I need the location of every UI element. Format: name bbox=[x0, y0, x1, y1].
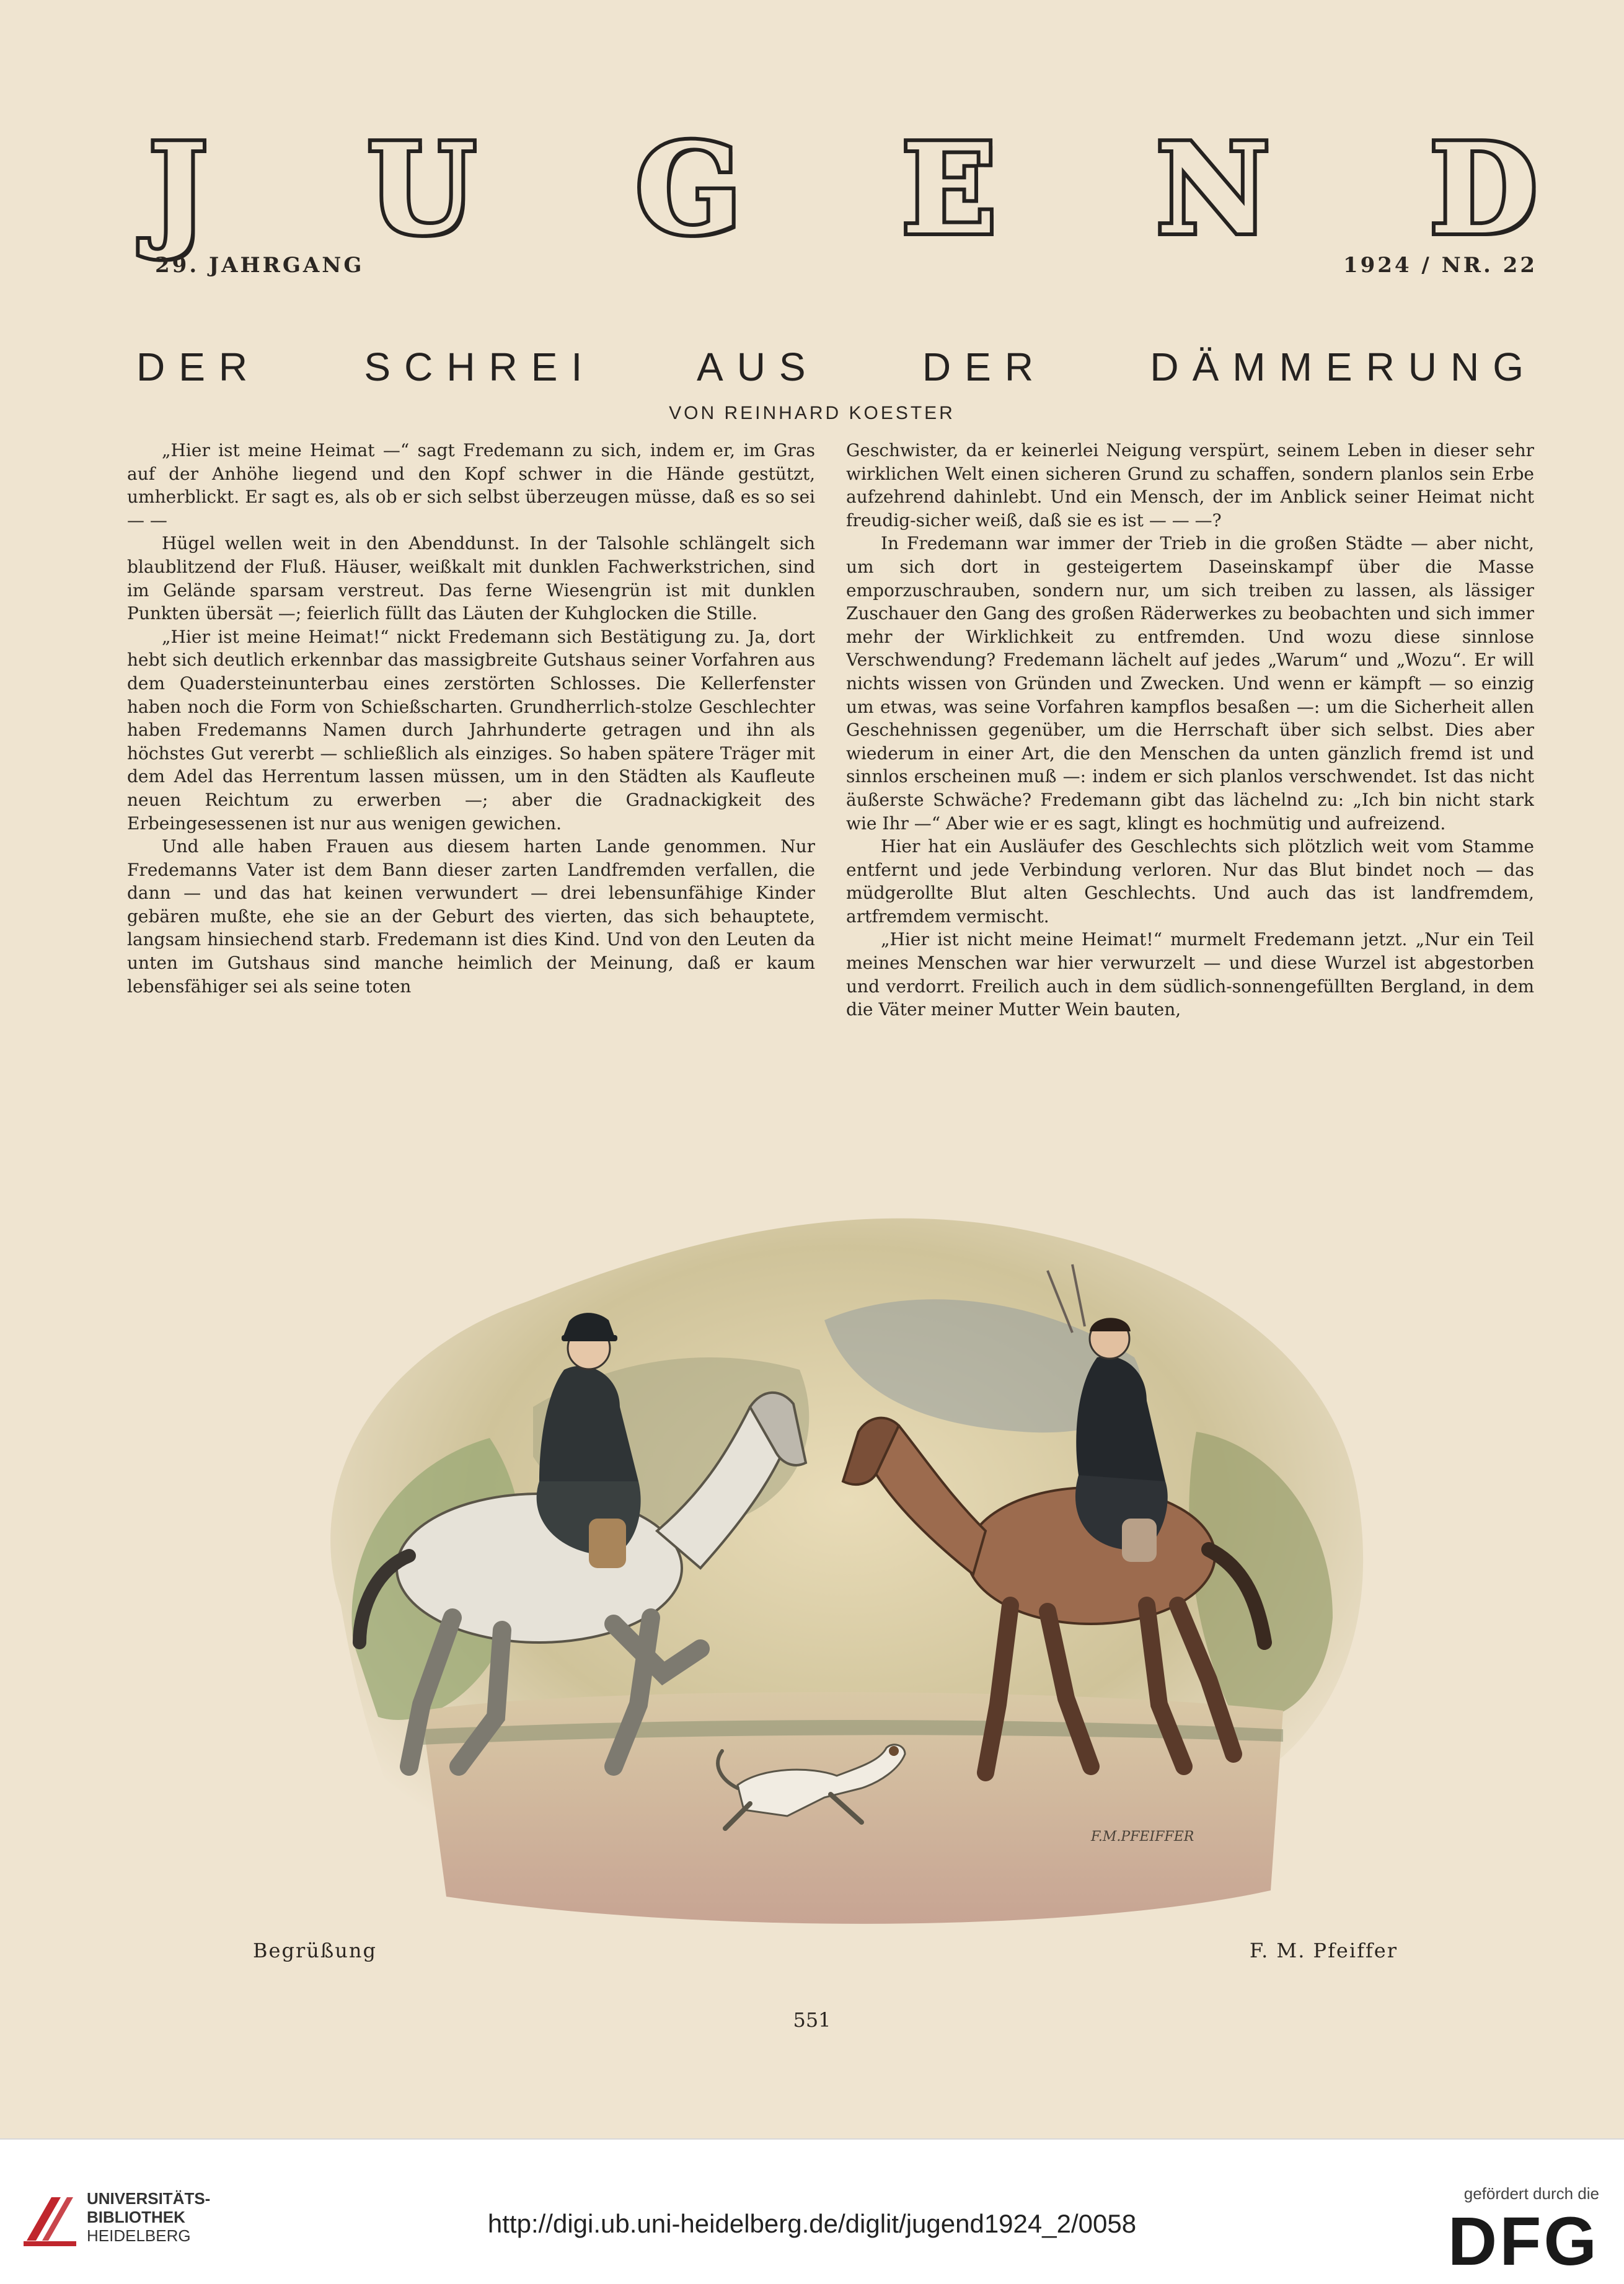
paragraph: In Fredemann war immer der Trieb in die großen Städte — aber nicht, um sich dort in gesteigertem Daseinskampf über die Masse emporzuschrauben, sondern nur, um sich treiben zu lassen, als lässiger Zuschauer den Gang des großen Räderwerkes zu beobachten und sich immer mehr der Wirklichkeit zu entfremden. Und wozu diese sinnlose Verschwendung? Fredemann lächelt auf jedes „Warum“ und „Wozu“. Er will nichts wissen von Gründen und Zwecken. Und wenn er kämpft — so einzig um etwas, was seine Vorfahren kampflos besaßen —: um die Sicherheit allen Geschehnissen gegenüber, um die Herrschaft über sich selbst. Dies aber wiederum in einer Art, die den Menschen da unten gänzlich fremd ist und sinnlos erscheinen muß —: indem er sich planlos verschwendet. Ist das nicht äußerste Schwäche? Fredemann gibt das lächelnd zu: „Ich bin nicht stark wie Ihr —“ Aber wie er es sagt, klingt es hochmütig und aufreizend. bbox=[846, 533, 1534, 834]
caption-artist: F. M. Pfeiffer bbox=[1249, 1939, 1398, 1962]
dfg-logo: DFG bbox=[1447, 2203, 1599, 2280]
paragraph: „Hier ist nicht meine Heimat!“ murmelt Fredemann jetzt. „Nur ein Teil meines Menschen war hier verwurzelt — und diese Wurzel ist abgestorben und verdorrt. Freilich auch in dem südlich-sonnengefüllten Bergland, in dem die Väter meiner Mutter Wein bauten, bbox=[846, 929, 1534, 1020]
masthead-letter: D bbox=[1429, 116, 1537, 262]
masthead-letter: N bbox=[1156, 116, 1270, 262]
library-line: HEIDELBERG bbox=[87, 2226, 191, 2245]
article-title: DER SCHREI AUS DER DÄMMERUNG bbox=[136, 345, 1537, 389]
permalink[interactable]: http://digi.ub.uni-heidelberg.de/diglit/jugend1924_2/0058 bbox=[487, 2209, 1137, 2238]
masthead-letter: G bbox=[635, 116, 742, 262]
paragraph: Und alle haben Frauen aus diesem harten Lande genommen. Nur Fredemanns Vater ist dem Bann dieser zarten Landfremden verfallen, die dann — und das hat keinen verwundert — drei lebensunfähige Kinder gebären mußte, ehe sie an der Geburt des vierten, das sich behauptete, langsam hinsiechend starb. Fredemann ist dies Kind. Und von den Leuten da unten im Gutshaus sind manche heimlich der Meinung, daß er kaum lebensfähiger sei als seine toten bbox=[127, 836, 815, 997]
artist-signature: F.M.PFEIFFER bbox=[1091, 1829, 1194, 1845]
article-body bbox=[127, 439, 1534, 1139]
library-line: BIBLIOTHEK bbox=[87, 2208, 185, 2226]
left-column bbox=[127, 439, 815, 1139]
caption-title: Begrüßung bbox=[253, 1939, 377, 1962]
page-number: 551 bbox=[793, 2008, 831, 2032]
library-line: UNIVERSITÄTS- bbox=[87, 2189, 211, 2208]
issue-line bbox=[155, 253, 1537, 278]
masthead-letter: E bbox=[901, 116, 997, 262]
volume-label: 29. JAHRGANG bbox=[155, 253, 364, 278]
paragraph: Hügel wellen weit in den Abenddunst. In der Talsohle schlängelt sich blaublitzend der Fluß. Häuser, weißkalt mit dunklen Fachwerkstrichen, sind im Gelände sparsam verstreut. Das ferne Wiesengrün ist mit dunklen Punkten übersät —; feierlich füllt das Läuten der Kuhglocken die Stille. bbox=[127, 533, 815, 624]
paragraph: „Hier ist meine Heimat!“ nickt Fredemann sich Bestätigung zu. Ja, dort hebt sich deutlich erkennbar das massigbreite Gutshaus seiner Vorfahren aus dem Quadersteinunterbau eines zerstörten Schlosses. Die Kellerfenster haben noch die Form von Schießscharten. Grundherrlich-stolze Geschlechter haben Fredemanns Namen durch Jahrhunderte getragen und ihn als höchstes Gut vererbt — schließlich als einziges. So haben spätere Träger mit dem Adel das Herrentum lassen müssen, um in den Städten als Kaufleute neuen Reichtum zu erwerben —; aber die Gradnackigkeit des Erbeingesessenen ist nur aus wenigen gewichen. bbox=[127, 626, 815, 834]
masthead-letter: J bbox=[149, 116, 208, 262]
paragraph: Geschwister, da er keinerlei Neigung verspürt, seinem Leben in dieser sehr wirklichen Welt einen sicheren Grund zu schaffen, sondern planlos sein Erbe aufzehrend dahinlebt. Und ein Mensch, der im Anblick seiner Heimat nicht freudig-sicher weiß, daß sie es ist — — —? bbox=[846, 440, 1534, 531]
funded-by-label: gefördert durch die bbox=[1463, 2184, 1599, 2203]
paragraph: Hier hat ein Ausläufer des Geschlechts sich plötzlich weit vom Stamme entfernt und jede Verbindung verloren. Nur das Blut bindet noch — das müdgerollte Blut alten Geschlechts. Und auch das ist landfremdem, artfremdem vermischt. bbox=[846, 836, 1534, 927]
digitization-footer bbox=[0, 2138, 1624, 2284]
masthead bbox=[149, 116, 1537, 262]
paragraph: „Hier ist meine Heimat —“ sagt Fredemann zu sich, indem er, im Gras auf der Anhöhe liegend und den Kopf schwer in die Hände gestützt, umherblickt. Er sagt es, als ob er sich selbst überzeugen müsse, daß es so sei — — bbox=[127, 440, 815, 531]
right-column bbox=[846, 439, 1534, 1139]
byline: VON REINHARD KOESTER bbox=[669, 403, 955, 423]
issue-number: 1924 / NR. 22 bbox=[1343, 253, 1537, 278]
masthead-letter: U bbox=[367, 116, 476, 262]
illustration-riders bbox=[267, 1171, 1388, 1940]
